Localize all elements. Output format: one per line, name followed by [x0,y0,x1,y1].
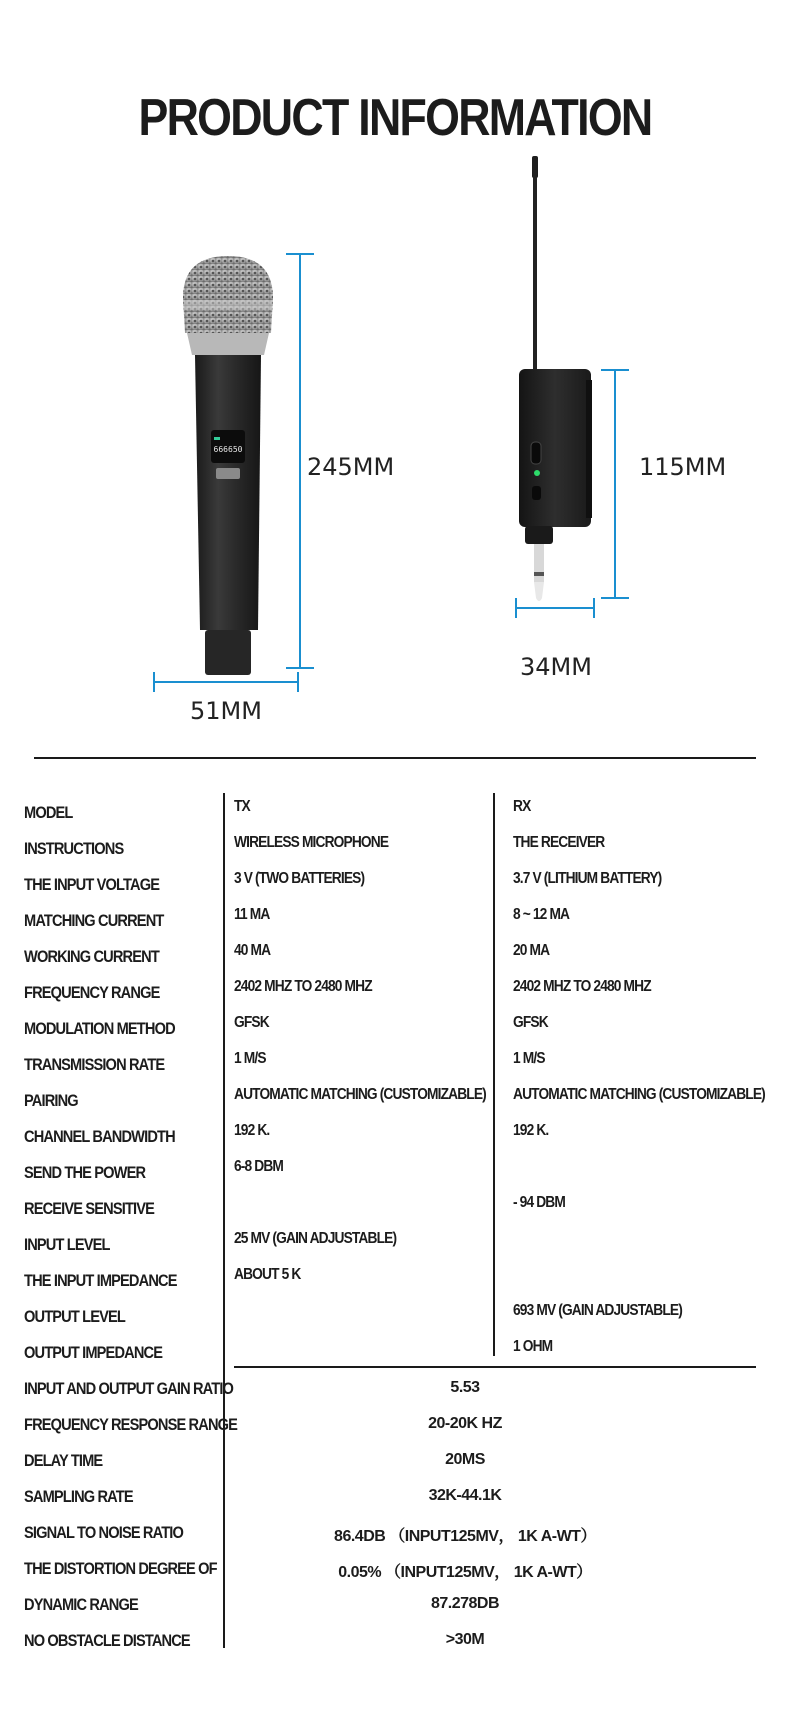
spec-label: DYNAMIC RANGE [24,1595,138,1614]
tx-value: TX [234,798,250,815]
rx-value: 192 K. [513,1122,549,1139]
tx-value: 6-8 DBM [234,1158,284,1175]
receiver-width-label: 34MM [520,653,592,681]
mic-handle [195,355,261,630]
spec-label: PAIRING [24,1091,78,1110]
plug-tip [534,582,544,601]
plug-collar [525,526,553,544]
spec-label: INPUT LEVEL [24,1235,110,1254]
mic-button [216,468,240,479]
shared-value: 32K-44.1K [428,1487,502,1504]
plug-shaft [534,544,544,582]
rx-value: THE RECEIVER [513,834,605,851]
status-led [534,470,540,476]
product-illustration [0,0,790,740]
spec-label: THE DISTORTION DEGREE OF [24,1559,217,1578]
spec-label: NO OBSTACLE DISTANCE [24,1631,190,1650]
microphone-image [183,256,273,675]
receiver-height-label: 115MM [639,453,727,481]
section-divider [34,757,756,759]
spec-label: WORKING CURRENT [24,947,159,966]
spec-label: MATCHING CURRENT [24,911,164,930]
rx-value: 693 MV (GAIN ADJUSTABLE) [513,1302,682,1319]
mic-display-text: 666650 [213,445,243,454]
tx-value: GFSK [234,1014,269,1031]
rx-value: 1 OHM [513,1338,553,1355]
spec-label: INPUT AND OUTPUT GAIN RATIO [24,1379,234,1398]
spec-label: MODEL [24,803,73,822]
shared-value: 86.4DB （INPUT125MV， 1K A-WT） [334,1528,596,1545]
spec-label: RECEIVE SENSITIVE [24,1199,155,1218]
spec-label: INSTRUCTIONS [24,839,124,858]
rx-value: 20 MA [513,942,550,959]
shared-value: >30M [445,1631,485,1648]
spec-label: OUTPUT LEVEL [24,1307,125,1326]
receiver-image [519,156,592,601]
spec-label: OUTPUT IMPEDANCE [24,1343,163,1362]
mic-ring [187,333,269,355]
mic-width-label: 51MM [190,697,262,725]
antenna [533,170,537,370]
spec-label: THE INPUT IMPEDANCE [24,1271,177,1290]
tx-value: WIRELESS MICROPHONE [234,834,389,851]
tx-value: 2402 MHZ TO 2480 MHZ [234,978,372,995]
shared-value: 5.53 [450,1379,480,1396]
spec-label: SAMPLING RATE [24,1487,133,1506]
rx-value: GFSK [513,1014,548,1031]
spec-label: CHANNEL BANDWIDTH [24,1127,175,1146]
spec-label: MODULATION METHOD [24,1019,175,1038]
mic-grille [183,256,273,333]
spec-label: DELAY TIME [24,1451,103,1470]
tx-value: AUTOMATIC MATCHING (CUSTOMIZABLE) [234,1086,486,1103]
tx-value: 192 K. [234,1122,270,1139]
spec-label: THE INPUT VOLTAGE [24,875,160,894]
spec-label: SEND THE POWER [24,1163,146,1182]
shared-value: 20-20K HZ [428,1415,502,1432]
tx-value: 40 MA [234,942,271,959]
rx-value: 1 M/S [513,1050,545,1067]
shared-value: 87.278DB [430,1595,500,1612]
tx-value: 3 V (TWO BATTERIES) [234,870,365,887]
spec-label: SIGNAL TO NOISE RATIO [24,1523,184,1542]
rx-value: - 94 DBM [513,1194,565,1211]
mic-base [205,630,251,675]
tx-value: 25 MV (GAIN ADJUSTABLE) [234,1230,397,1247]
rx-value: 3.7 V (LITHIUM BATTERY) [513,870,662,887]
tx-value: 1 M/S [234,1050,266,1067]
rx-value: RX [513,798,531,815]
spec-label: FREQUENCY RESPONSE RANGE [24,1415,238,1434]
rx-value: 8 ~ 12 MA [513,906,570,923]
spec-label: TRANSMISSION RATE [24,1055,165,1074]
mic-height-label: 245MM [307,453,395,481]
shared-value: 0.05% （INPUT125MV， 1K A-WT） [338,1564,592,1581]
shared-value: 20MS [445,1451,485,1468]
rx-value: 2402 MHZ TO 2480 MHZ [513,978,651,995]
rx-value: AUTOMATIC MATCHING (CUSTOMIZABLE) [513,1086,765,1103]
table-divider-middle [493,793,495,1356]
tx-value: ABOUT 5 K [234,1266,301,1283]
tx-value: 11 MA [234,906,270,923]
receiver-body [519,369,591,527]
usb-port [531,442,541,464]
table-divider-left [223,793,225,1648]
table-divider-merge [234,1366,756,1368]
page-title: PRODUCT INFORMATION [138,89,652,147]
spec-label: FREQUENCY RANGE [24,983,160,1002]
